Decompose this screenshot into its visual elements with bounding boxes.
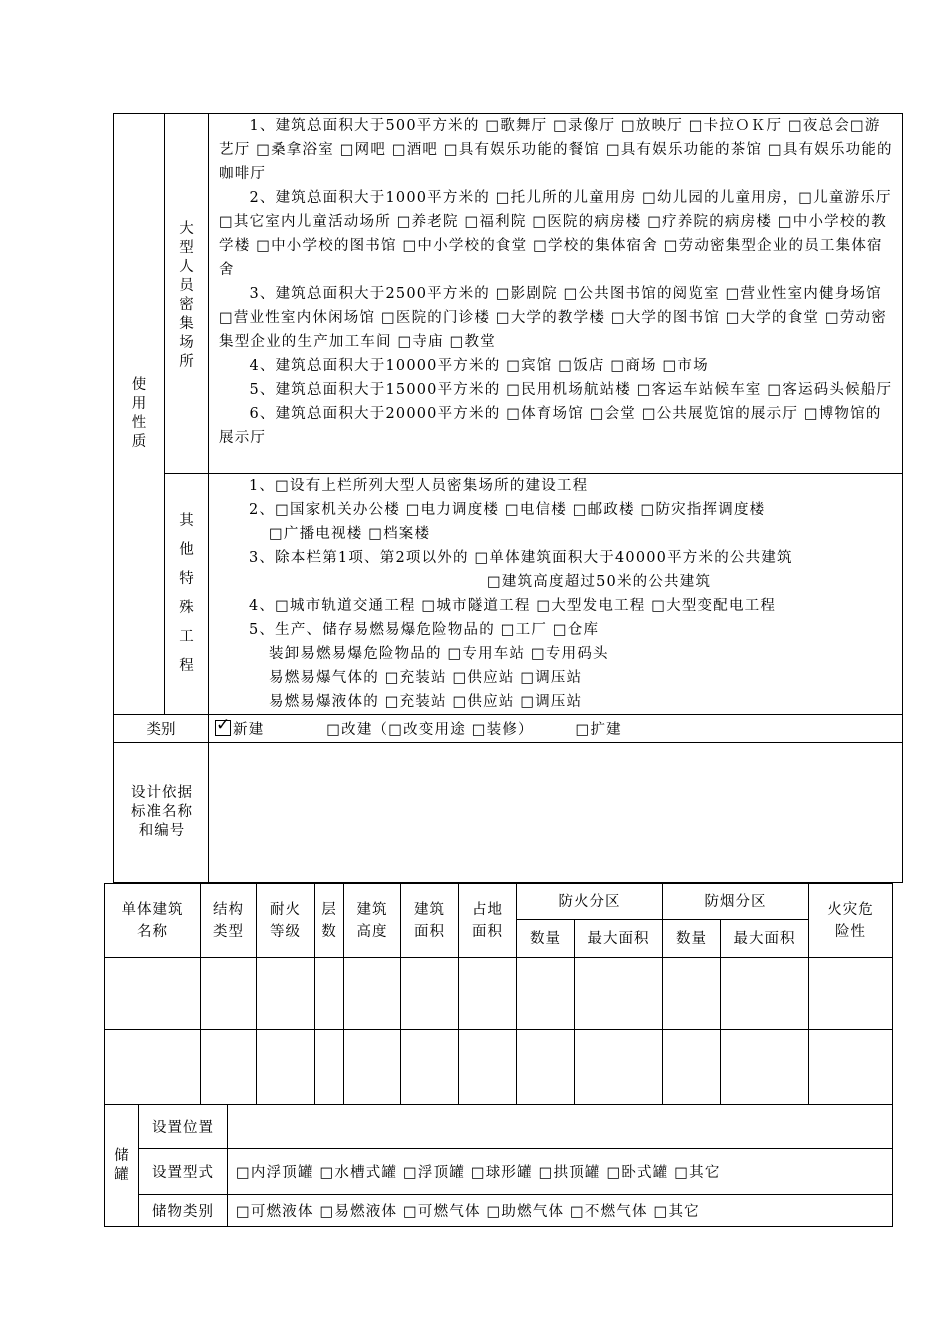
cell-input[interactable]: [575, 958, 663, 1030]
other-line[interactable]: □广播电视楼 □档案楼: [269, 526, 431, 542]
header-structure: 结构类型: [201, 884, 257, 958]
cell-input[interactable]: [401, 1030, 459, 1105]
tank-table: [104, 1104, 893, 1227]
large-venue-item[interactable]: 1、建筑总面积大于500平方米的 □歌舞厅 □录像厅 □放映厅 □卡拉ＯＫ厅 □夜总会□游艺厅 □桑拿浴室 □网吧 □酒吧 □具有娱乐功能的餐馆 □具有娱乐功能的茶馆 □具有娱乐功能的咖啡厅: [219, 118, 893, 182]
tank-label: 储罐: [105, 1105, 139, 1227]
large-venue-item[interactable]: 5、建筑总面积大于15000平方米的 □民用机场航站楼 □客运车站候车室 □客运码头候船厅: [249, 382, 893, 398]
large-venue-options[interactable]: [209, 114, 903, 474]
other-line[interactable]: 5、生产、储存易燃易爆危险物品的 □工厂 □仓库: [249, 622, 600, 638]
checked-box-icon[interactable]: [215, 720, 231, 736]
building-table: [104, 883, 893, 1105]
category-rebuild[interactable]: □改建（□改变用途 □装修）: [326, 722, 534, 738]
tank-storage-label: 储物类别: [139, 1195, 228, 1227]
cell-input[interactable]: [105, 958, 201, 1030]
other-line[interactable]: 3、除本栏第1项、第2项以外的 □单体建筑面积大于40000平方米的公共建筑: [249, 550, 793, 566]
category-expand[interactable]: □扩建: [575, 722, 622, 738]
other-line[interactable]: □建筑高度超过50米的公共建筑: [487, 574, 712, 590]
header-height: 建筑高度: [344, 884, 401, 958]
tank-location-label: 设置位置: [139, 1105, 228, 1149]
design-basis-input[interactable]: [209, 743, 903, 883]
header-floors: 层数: [315, 884, 344, 958]
other-line[interactable]: 4、□城市轨道交通工程 □城市隧道工程 □大型发电工程 □大型变配电工程: [249, 598, 777, 614]
header-area: 建筑面积: [401, 884, 459, 958]
tank-location-input[interactable]: [228, 1105, 893, 1149]
large-venue-item[interactable]: 4、建筑总面积大于10000平方米的 □宾馆 □饭店 □商场 □市场: [249, 358, 709, 374]
cell-input[interactable]: [575, 1030, 663, 1105]
cell-input[interactable]: [257, 958, 315, 1030]
cell-input[interactable]: [201, 1030, 257, 1105]
header-fire-risk: 火灾危险性: [809, 884, 893, 958]
other-line[interactable]: 易燃易爆液体的 □充装站 □供应站 □调压站: [269, 694, 583, 710]
cell-input[interactable]: [459, 958, 517, 1030]
usage-nature-label: 使 用 性 质: [114, 114, 165, 715]
other-line[interactable]: 易燃易爆气体的 □充装站 □供应站 □调压站: [269, 670, 583, 686]
table-row: [105, 958, 893, 1030]
header-smoke-zone-max-area: 最大面积: [721, 920, 809, 958]
header-fire-rating: 耐火等级: [257, 884, 315, 958]
large-venue-item[interactable]: 2、建筑总面积大于1000平方米的 □托儿所的儿童用房 □幼儿园的儿童用房，□儿童游乐厅 □其它室内儿童活动场所 □养老院 □福利院 □医院的病房楼 □疗养院的病房楼 □中小学校的教学楼 □中小学校的图书馆 □中小学校的食堂 □学校的集体宿舍 □劳动密集型企业的员工集体宿舍: [219, 190, 892, 278]
tank-type-options[interactable]: □内浮顶罐 □水槽式罐 □浮顶罐 □球形罐 □拱顶罐 □卧式罐 □其它: [228, 1149, 893, 1195]
category-label: 类别: [114, 715, 209, 743]
category-new[interactable]: 新建: [233, 722, 265, 738]
design-basis-label: 设计依据标准名称和编号: [114, 743, 209, 883]
cell-input[interactable]: [401, 958, 459, 1030]
tank-type-label: 设置型式: [139, 1149, 228, 1195]
cell-input[interactable]: [809, 1030, 893, 1105]
other-line[interactable]: 装卸易燃易爆危险物品的 □专用车站 □专用码头: [269, 646, 609, 662]
cell-input[interactable]: [663, 1030, 721, 1105]
large-venue-item[interactable]: 3、建筑总面积大于2500平方米的 □影剧院 □公共图书馆的阅览室 □营业性室内健身场馆 □营业性室内休闲场馆 □医院的门诊楼 □大学的教学楼 □大学的图书馆 □大学的食堂 □劳动密集型企业的生产加工车间 □寺庙 □教堂: [219, 286, 887, 350]
cell-input[interactable]: [344, 1030, 401, 1105]
header-smoke-zone-count: 数量: [663, 920, 721, 958]
table-row: [105, 1030, 893, 1105]
header-building-name: 单体建筑名称: [105, 884, 201, 958]
usage-nature-table: [113, 113, 903, 883]
cell-input[interactable]: [517, 1030, 575, 1105]
cell-input[interactable]: [105, 1030, 201, 1105]
cell-input[interactable]: [315, 1030, 344, 1105]
header-fire-zone: 防火分区: [517, 884, 663, 920]
cell-input[interactable]: [721, 1030, 809, 1105]
header-smoke-zone: 防烟分区: [663, 884, 809, 920]
cell-input[interactable]: [459, 1030, 517, 1105]
header-fire-zone-max-area: 最大面积: [575, 920, 663, 958]
category-options: [209, 715, 903, 743]
other-special-options[interactable]: [209, 474, 903, 715]
large-venue-item[interactable]: 6、建筑总面积大于20000平方米的 □体育场馆 □会堂 □公共展览馆的展示厅 □博物馆的展示厅: [219, 406, 882, 446]
other-line[interactable]: 1、□设有上栏所列大型人员密集场所的建设工程: [249, 478, 589, 494]
cell-input[interactable]: [721, 958, 809, 1030]
tank-storage-options[interactable]: □可燃液体 □易燃液体 □可燃气体 □助燃气体 □不燃气体 □其它: [228, 1195, 893, 1227]
header-fire-zone-count: 数量: [517, 920, 575, 958]
large-venue-label: 大 型 人 员 密 集 场 所: [165, 114, 209, 474]
other-line[interactable]: 2、□国家机关办公楼 □电力调度楼 □电信楼 □邮政楼 □防灾指挥调度楼: [249, 502, 766, 518]
cell-input[interactable]: [517, 958, 575, 1030]
cell-input[interactable]: [315, 958, 344, 1030]
header-land-area: 占地面积: [459, 884, 517, 958]
cell-input[interactable]: [257, 1030, 315, 1105]
cell-input[interactable]: [201, 958, 257, 1030]
cell-input[interactable]: [809, 958, 893, 1030]
other-special-label: 其 他 特 殊 工 程: [165, 474, 209, 715]
cell-input[interactable]: [663, 958, 721, 1030]
cell-input[interactable]: [344, 958, 401, 1030]
